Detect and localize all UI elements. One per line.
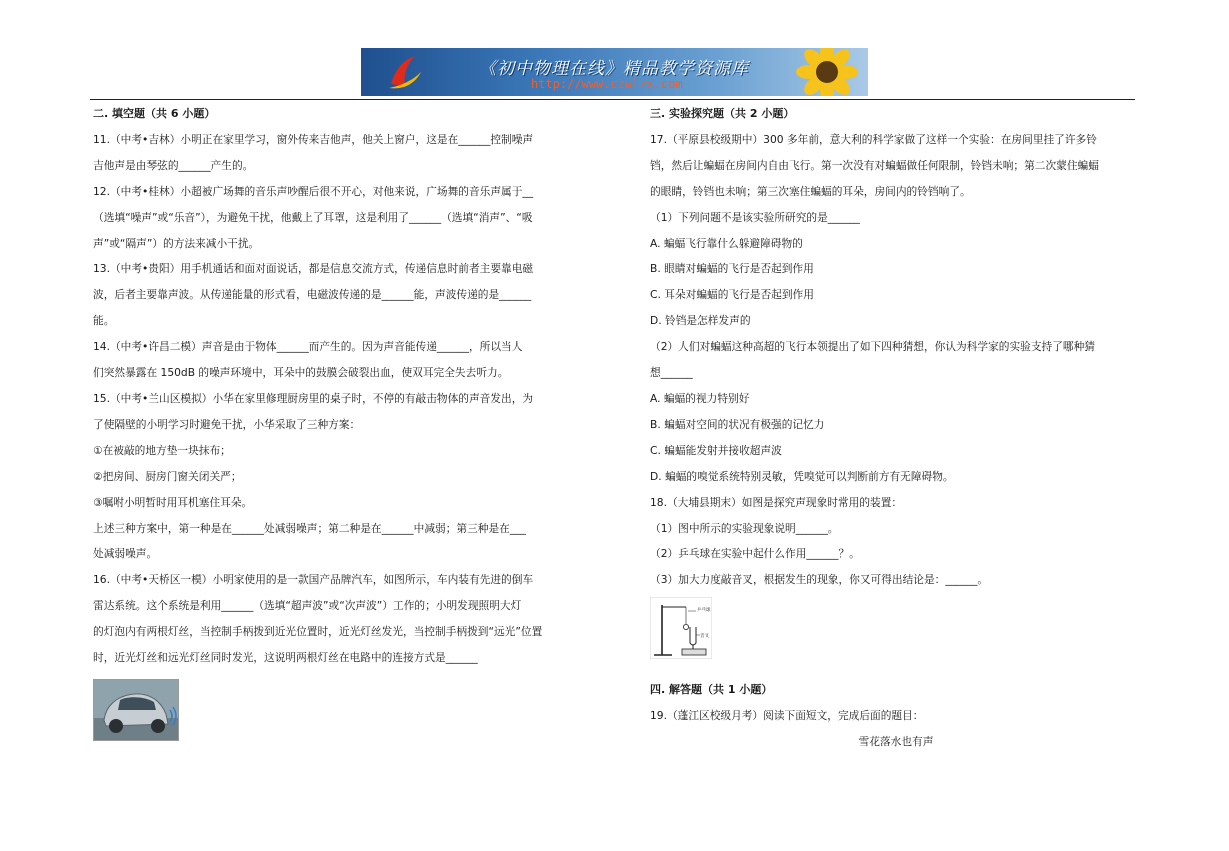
header-rule bbox=[90, 99, 1135, 100]
text-line: 11.（中考•吉林）小明正在家里学习，窗外传来吉他声，他关上窗户，这是在______控制噪声 bbox=[93, 132, 534, 146]
section-title-answer: 四. 解答题（共 1 小题） bbox=[650, 683, 773, 697]
text-line: 雷达系统。这个系统是利用______（选填“超声波”或“次声波”）工作的；小明发现照明大灯 bbox=[93, 599, 522, 613]
article-title: 雪花落水也有声 bbox=[858, 734, 934, 748]
text-line: 能。 bbox=[93, 314, 115, 328]
text-line: （1）下列问题不是该实验所研究的是______ bbox=[650, 210, 860, 224]
text-line: 14.（中考•许昌二模）声音是由于物体______而产生的。因为声音能传递______，所以当人 bbox=[93, 340, 523, 354]
left-column bbox=[93, 101, 587, 751]
text-line: 铛，然后让蝙蝠在房间内自由飞行。第一次没有对蝙蝠做任何限制，铃铛未响；第二次蒙住蝙蝠 bbox=[650, 158, 1099, 172]
tuning-fork-diagram bbox=[650, 597, 712, 659]
text-line: 上述三种方案中，第一种是在______处减弱噪声；第二种是在______中减弱；第三种是在___ bbox=[93, 521, 526, 535]
text-line: D. 蝙蝠的嗅觉系统特别灵敏，凭嗅觉可以判断前方有无障碍物。 bbox=[650, 469, 954, 483]
text-line: 了使隔壁的小明学习时避免干扰，小华采取了三种方案： bbox=[93, 417, 361, 431]
logo-icon bbox=[385, 52, 425, 92]
text-line: 的眼睛，铃铛也未响；第三次塞住蝙蝠的耳朵，房间内的铃铛响了。 bbox=[650, 184, 971, 198]
text-line: A. 蝙蝠的视力特别好 bbox=[650, 391, 750, 405]
text-line: 17.（平原县校级期中）300 多年前，意大利的科学家做了这样一个实验：在房间里挂了许多铃 bbox=[650, 132, 1097, 146]
text-line: 处减弱噪声。 bbox=[93, 547, 158, 561]
spacer bbox=[650, 669, 1142, 677]
text-line: （2）乒乓球在实验中起什么作用______？。 bbox=[650, 547, 860, 561]
text-line: 吉他声是由琴弦的______产生的。 bbox=[93, 158, 254, 172]
text-line: 16.（中考•天桥区一模）小明家使用的是一款国产品牌汽车，如图所示，车内装有先进的倒车 bbox=[93, 573, 534, 587]
right-column bbox=[650, 101, 1142, 755]
text-line: （选填“噪声”或“乐音”），为避免干扰，他戴上了耳罩，这是利用了______（选填“消声”、“吸 bbox=[93, 210, 533, 224]
text-line: ①在被敲的地方垫一块抹布； bbox=[93, 443, 231, 457]
text-line: 12.（中考•桂林）小超被广场舞的音乐声吵醒后很不开心，对他来说，广场舞的音乐声属于__ bbox=[93, 184, 534, 198]
header-banner bbox=[361, 48, 868, 96]
label-ball: 乒乓球 bbox=[697, 608, 711, 614]
text-line: （1）图中所示的实验现象说明______。 bbox=[650, 521, 839, 535]
text-line: 波，后者主要靠声波。从传递能量的形式看，电磁波传递的是______能，声波传递的是______ bbox=[93, 288, 532, 302]
text-line: 19.（蓬江区校级月考）阅读下面短文，完成后面的题目： bbox=[650, 709, 924, 723]
text-line: 18.（大埔县期末）如图是探究声现象时常用的装置： bbox=[650, 495, 903, 509]
text-line: 的灯泡内有两根灯丝，当控制手柄拨到近光位置时，近光灯丝发光，当控制手柄拨到“远光”位置 bbox=[93, 625, 543, 639]
text-line: B. 蝙蝠对空间的状况有极强的记忆力 bbox=[650, 417, 825, 431]
text-line: 15.（中考•兰山区模拟）小华在家里修理厨房里的桌子时，不停的有敲击物体的声音发出，为 bbox=[93, 391, 534, 405]
text-line: C. 耳朵对蝙蝠的飞行是否起到作用 bbox=[650, 288, 814, 302]
text-line: （2）人们对蝙蝠这种高超的飞行本领提出了如下四种猜想，你认为科学家的实验支持了哪种猜 bbox=[650, 340, 1095, 354]
text-line: C. 蝙蝠能发射并接收超声波 bbox=[650, 443, 782, 457]
text-line: 13.（中考•贵阳）用手机通话和面对面说话，都是信息交流方式，传递信息时前者主要靠电磁 bbox=[93, 262, 534, 276]
section-title-experiment: 三. 实验探究题（共 2 小题） bbox=[650, 107, 795, 120]
text-line: A. 蝙蝠飞行靠什么躲避障碍物的 bbox=[650, 236, 803, 250]
text-line: 时，近光灯丝和远光灯丝同时发光，这说明两根灯丝在电路中的连接方式是______ bbox=[93, 651, 478, 665]
label-fork: 音叉 bbox=[700, 634, 709, 640]
car-image bbox=[93, 679, 179, 741]
text-line: 想______ bbox=[650, 366, 693, 380]
text-line: 们突然暴露在 150dB 的噪声环境中，耳朵中的鼓膜会破裂出血，使双耳完全失去听力。 bbox=[93, 366, 509, 380]
text-line: ③嘱咐小明暂时用耳机塞住耳朵。 bbox=[93, 495, 253, 509]
banner-url: http://www.czwlzx.com bbox=[531, 77, 683, 91]
text-line: （3）加大力度敲音叉，根据发生的现象，你又可得出结论是：______。 bbox=[650, 573, 989, 587]
sunflower-icon bbox=[792, 48, 862, 96]
text-line: B. 眼睛对蝙蝠的飞行是否起到作用 bbox=[650, 262, 814, 276]
text-line: ②把房间、厨房门窗关闭关严； bbox=[93, 469, 242, 483]
section-title-fill-blank: 二. 填空题（共 6 小题） bbox=[93, 107, 216, 120]
banner-title: 《初中物理在线》精品教学资源库 bbox=[479, 59, 749, 79]
text-line: 声”或“隔声”）的方法来减小干扰。 bbox=[93, 236, 260, 250]
text-line: D. 铃铛是怎样发声的 bbox=[650, 314, 751, 328]
